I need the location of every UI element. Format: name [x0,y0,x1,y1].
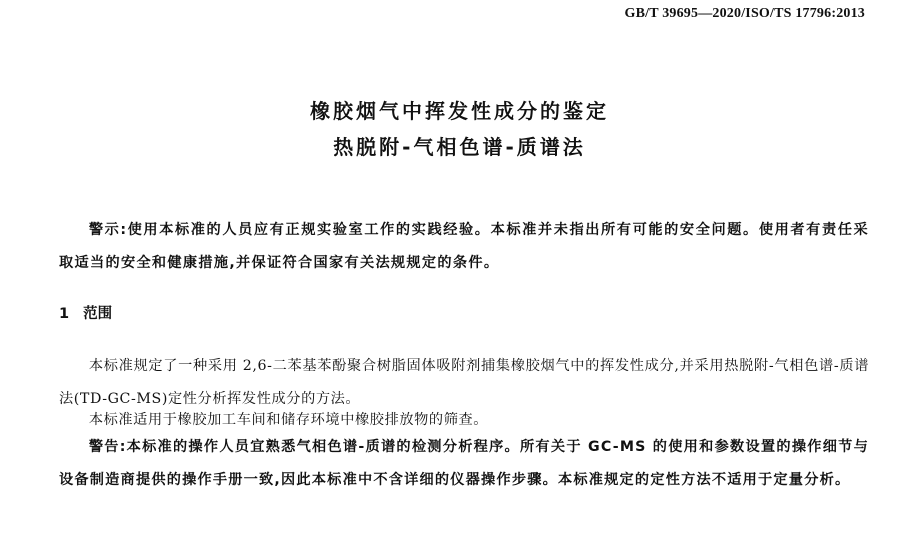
safety-warning-paragraph: 警示:使用本标准的人员应有正规实验室工作的实践经验。本标准并未指出所有可能的安全问题。使用者有责任采取适当的安全和健康措施,并保证符合国家有关法规规定的条件。 [59,222,869,271]
operator-warning-paragraph: 警告:本标准的操作人员宜熟悉气相色谱-质谱的检测分析程序。所有关于 GC-MS 的使用和参数设置的操作细节与设备制造商提供的操作手册一致,因此本标准中不含详细的仪器操作步骤。本标准规定的定性方法不适用于定量分析。 [59,439,869,488]
document-title-line2: 热脱附-气相色谱-质谱法 [333,135,586,159]
scope-paragraph-2: 本标准适用于橡胶加工车间和储存环境中橡胶排放物的筛查。 [88,412,489,428]
section-heading [59,302,112,323]
section-number: 1 [59,306,70,322]
section-title: 范围 [83,306,113,322]
document-title-line1: 橡胶烟气中挥发性成分的鉴定 [310,99,609,123]
scope-paragraph-1: 本标准规定了一种采用 2,6-二苯基苯酚聚合树脂固体吸附剂捕集橡胶烟气中的挥发性成分,并采用热脱附-气相色谱-质谱法(TD-GC-MS)定性分析挥发性成分的方法。 [59,358,869,407]
standard-number: GB/T 39695—2020/ISO/TS 17796:2013 [624,6,865,21]
